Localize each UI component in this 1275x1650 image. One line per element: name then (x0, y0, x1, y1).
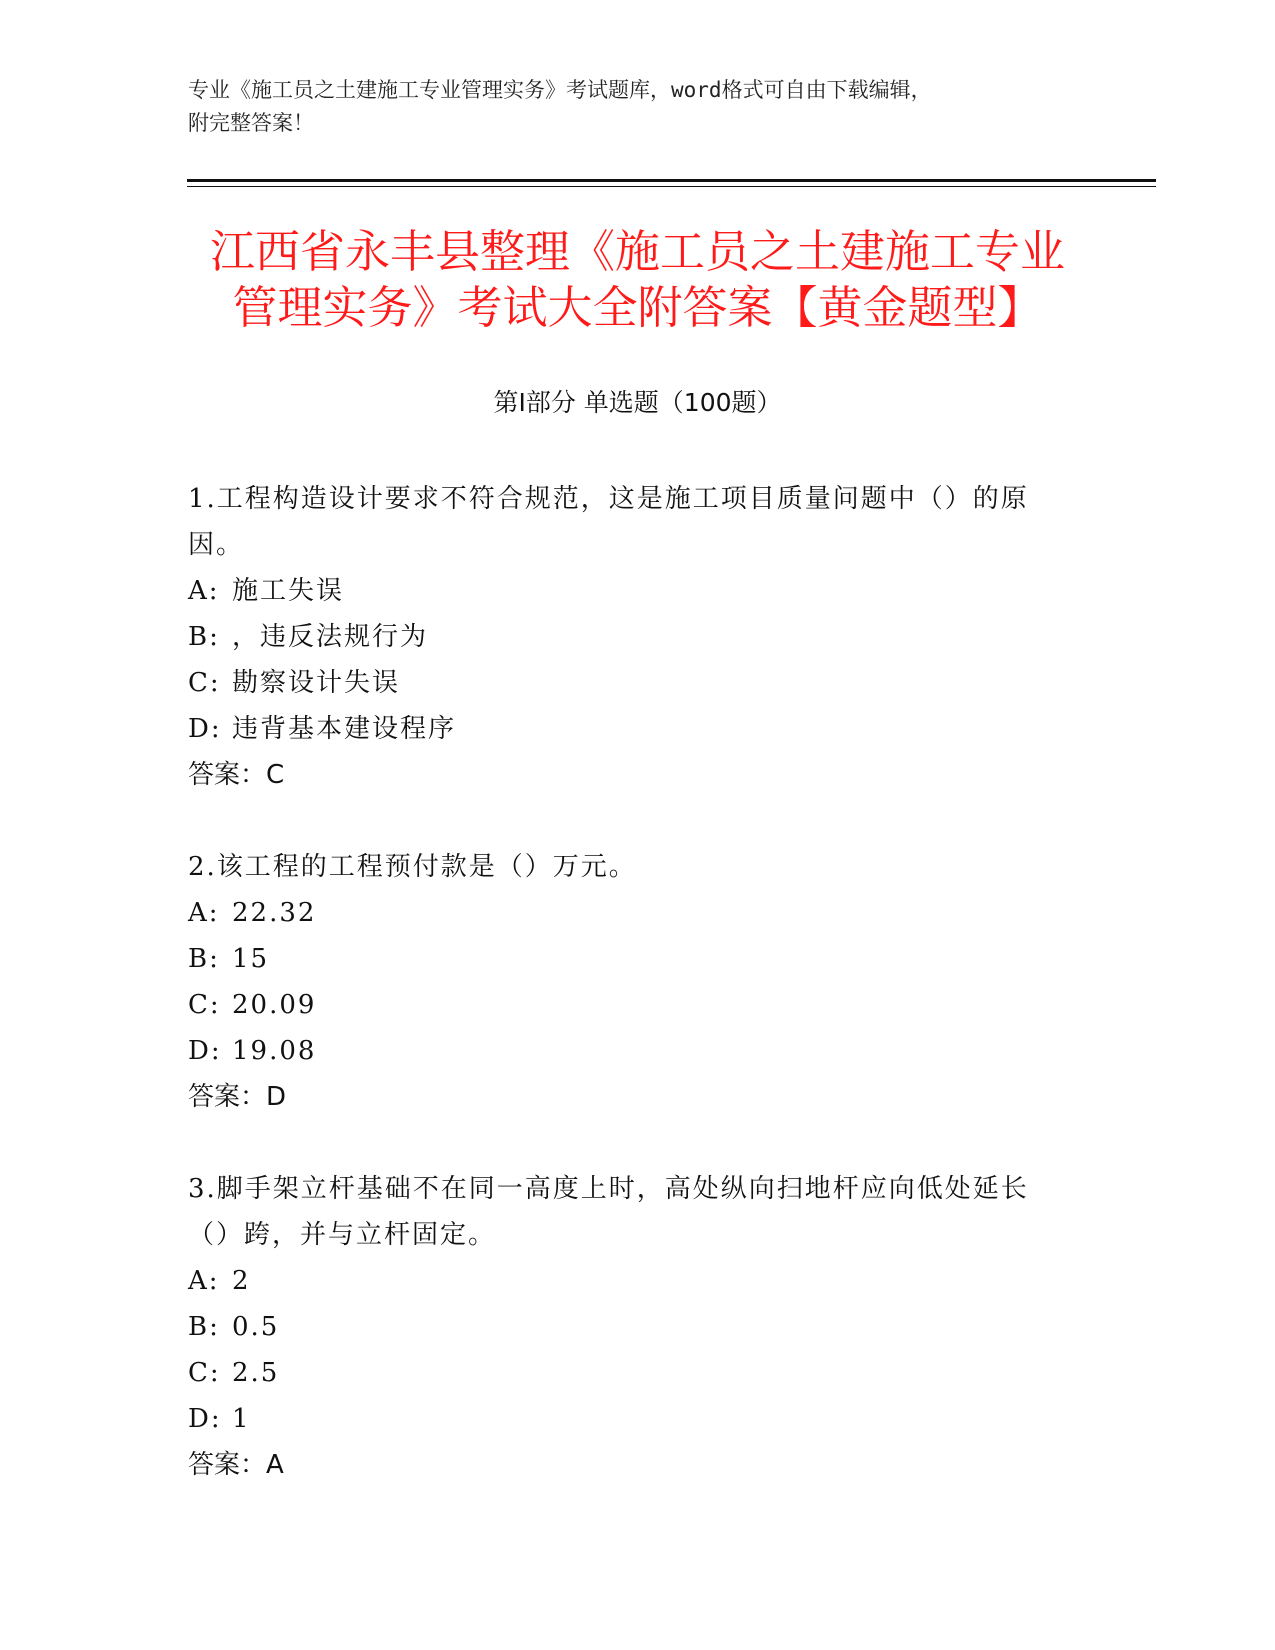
header-note-line-1: 专业《施工员之土建施工专业管理实务》考试题库，word格式可自由下载编辑， (188, 78, 932, 102)
option-a (188, 568, 1068, 614)
option-b (188, 614, 1068, 660)
question-item (188, 844, 1068, 1120)
option-letter: C: (188, 668, 221, 698)
option-text: 22.32 (232, 898, 317, 928)
answer-line: 答案：D (188, 1082, 287, 1112)
option-text: 违背基本建设程序 (232, 714, 457, 744)
option-letter: B: (188, 944, 220, 974)
option-text: 20.09 (232, 990, 317, 1020)
option-b (188, 936, 1068, 982)
option-c (188, 660, 1068, 706)
option-text: 0.5 (232, 1312, 280, 1342)
option-d (188, 1028, 1068, 1074)
option-text: ，违反法规行为 (232, 622, 429, 652)
option-text: 19.08 (232, 1036, 317, 1066)
option-text: 15 (232, 944, 270, 974)
document-title-line-1: 江西省永丰县整理《施工员之土建施工专业 (209, 225, 1065, 278)
option-text: 2 (232, 1266, 251, 1296)
document-title (150, 224, 1125, 336)
header-divider-thick (187, 179, 1156, 182)
answer-line: 答案：A (188, 1450, 284, 1480)
option-text: 施工失误 (232, 576, 345, 606)
option-c (188, 982, 1068, 1028)
option-letter: C: (188, 1358, 221, 1388)
option-letter: B: (188, 622, 220, 652)
question-list (188, 476, 1068, 1534)
option-letter: C: (188, 990, 221, 1020)
question-stem: 2.该工程的工程预付款是（）万元。 (188, 852, 637, 882)
option-d (188, 1396, 1068, 1442)
question-item (188, 476, 1068, 798)
question-item (188, 1166, 1068, 1488)
question-stem: 1.工程构造设计要求不符合规范，这是施工项目质量问题中（）的原因。 (188, 484, 1029, 560)
option-a (188, 1258, 1068, 1304)
document-title-line-2: 管理实务》考试大全附答案【黄金题型】 (232, 281, 1043, 334)
answer-line: 答案：C (188, 760, 285, 790)
option-letter: D: (188, 1036, 222, 1066)
option-d (188, 706, 1068, 752)
option-letter: D: (188, 714, 222, 744)
header-divider-thin (187, 186, 1156, 187)
option-b (188, 1304, 1068, 1350)
option-letter: A: (188, 1266, 220, 1296)
header-note-line-2: 附完整答案！ (188, 111, 314, 135)
section-heading: 第Ⅰ部分 单选题（100题） (493, 388, 782, 417)
option-letter: A: (188, 898, 220, 928)
option-a (188, 890, 1068, 936)
option-letter: A: (188, 576, 220, 606)
option-c (188, 1350, 1068, 1396)
option-letter: D: (188, 1404, 222, 1434)
option-text: 1 (232, 1404, 251, 1434)
option-text: 2.5 (232, 1358, 280, 1388)
header-note (188, 74, 1088, 140)
question-stem: 3.脚手架立杆基础不在同一高度上时，高处纵向扫地杆应向低处延长（）跨，并与立杆固定。 (188, 1174, 1029, 1250)
option-text: 勘察设计失误 (232, 668, 401, 698)
option-letter: B: (188, 1312, 220, 1342)
